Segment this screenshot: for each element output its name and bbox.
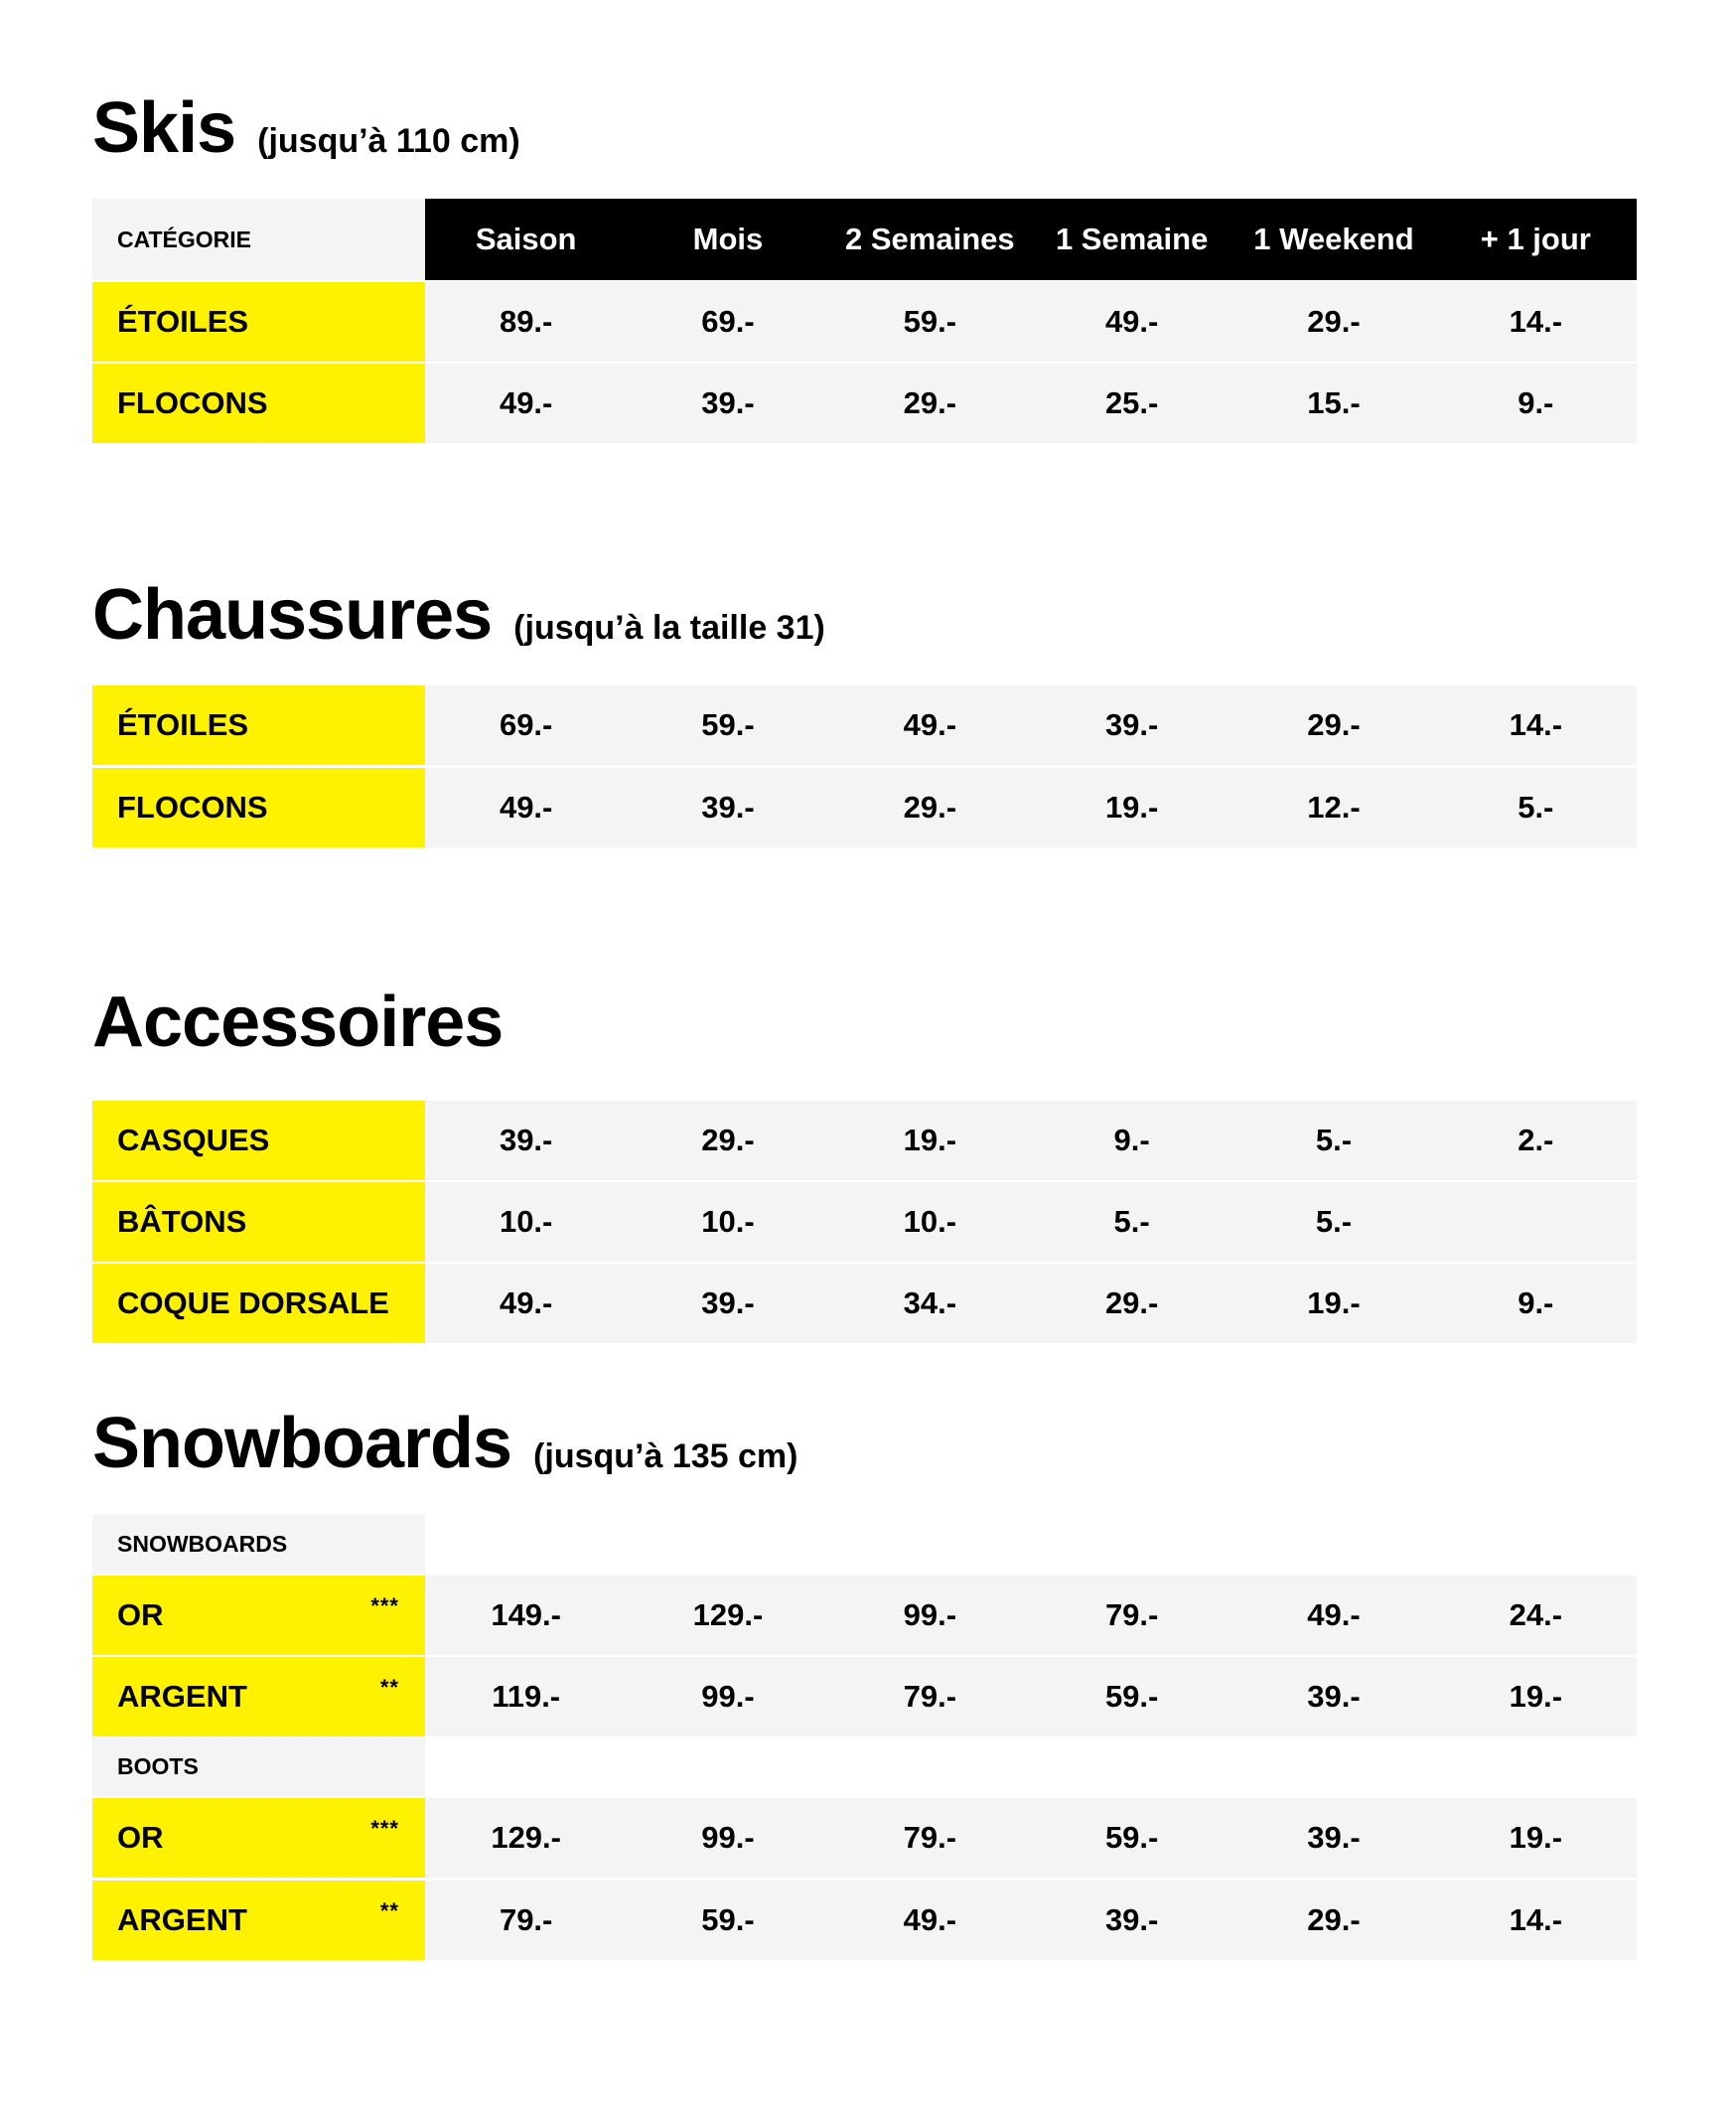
price-cell xyxy=(1435,1182,1637,1262)
skis-header-row xyxy=(92,199,1637,280)
price-cell: 19.- xyxy=(1104,790,1159,825)
price-cell: 49.- xyxy=(1104,304,1159,339)
row-label: ÉTOILES xyxy=(92,282,425,362)
table-row xyxy=(92,768,1637,847)
star-rating: ** xyxy=(379,1675,399,1700)
price-cell: 9.- xyxy=(1518,385,1554,420)
price-cell: 129.- xyxy=(491,1820,561,1855)
price-cell: 49.- xyxy=(1307,1597,1361,1632)
table-row xyxy=(92,1798,1637,1878)
column-header: 1 Weekend xyxy=(1253,222,1414,256)
star-rating: *** xyxy=(370,1816,399,1841)
category-label: CATÉGORIE xyxy=(92,199,425,280)
price-cell: 5.- xyxy=(1315,1123,1353,1157)
price-cell: 10.- xyxy=(903,1204,957,1239)
price-cell: 24.- xyxy=(1509,1597,1563,1632)
chaussures-title: Chaussures (jusqu’à la taille 31) xyxy=(92,575,825,655)
row-label: BÂTONS xyxy=(92,1182,425,1262)
table-row xyxy=(92,1657,1637,1736)
boots-subheading: BOOTS xyxy=(92,1736,425,1796)
price-cell: 29.- xyxy=(1307,707,1361,742)
table-row xyxy=(92,685,1637,765)
price-cell: 69.- xyxy=(701,304,755,339)
table-row xyxy=(92,1182,1637,1262)
accessoires-title: Accessoires xyxy=(92,982,504,1062)
price-cell: 39.- xyxy=(701,790,755,825)
price-cell: 14.- xyxy=(1509,1902,1563,1937)
column-header: + 1 jour xyxy=(1480,222,1591,256)
table-row xyxy=(92,1881,1637,1960)
price-cell: 29.- xyxy=(1307,304,1361,339)
price-cell: 34.- xyxy=(903,1285,957,1320)
column-header: Saison xyxy=(475,222,577,256)
price-cell: 2.- xyxy=(1518,1123,1554,1157)
price-cell: 19.- xyxy=(903,1123,957,1157)
price-cell: 79.- xyxy=(1104,1597,1159,1632)
price-cell: 39.- xyxy=(1307,1820,1361,1855)
price-cell: 29.- xyxy=(1307,1902,1361,1937)
price-cell: 29.- xyxy=(903,385,957,420)
price-cell: 79.- xyxy=(499,1902,553,1937)
price-cell: 5.- xyxy=(1518,790,1554,825)
column-header: 2 Semaines xyxy=(845,222,1015,256)
row-label: CASQUES xyxy=(92,1101,425,1180)
price-cell: 29.- xyxy=(701,1123,755,1157)
row-label: ARGENT ** xyxy=(92,1881,425,1960)
star-rating: *** xyxy=(370,1593,399,1618)
star-rating: ** xyxy=(379,1898,399,1923)
price-cell: 59.- xyxy=(701,1902,755,1937)
price-cell: 15.- xyxy=(1307,385,1361,420)
price-cell: 59.- xyxy=(701,707,755,742)
price-cell: 9.- xyxy=(1113,1123,1150,1157)
table-row xyxy=(92,1576,1637,1655)
price-cell: 49.- xyxy=(499,385,553,420)
price-cell: 79.- xyxy=(903,1820,957,1855)
snowboards-title: Snowboards (jusqu’à 135 cm) xyxy=(92,1404,798,1483)
price-cell: 19.- xyxy=(1307,1285,1361,1320)
price-cell: 29.- xyxy=(1104,1285,1159,1320)
table-row xyxy=(92,282,1637,362)
price-cell: 129.- xyxy=(692,1597,764,1632)
price-cell: 39.- xyxy=(1104,1902,1159,1937)
column-header: Mois xyxy=(692,222,764,256)
skis-title: Skis (jusqu’à 110 cm) xyxy=(92,88,520,168)
price-cell: 39.- xyxy=(701,1285,755,1320)
price-cell: 99.- xyxy=(903,1597,957,1632)
table-row xyxy=(92,1101,1637,1180)
price-cell: 39.- xyxy=(701,385,755,420)
price-cell: 89.- xyxy=(499,304,553,339)
price-cell: 19.- xyxy=(1509,1820,1563,1855)
row-label: OR *** xyxy=(92,1798,425,1878)
row-label: ARGENT ** xyxy=(92,1657,425,1736)
price-cell: 39.- xyxy=(1104,707,1159,742)
price-cell: 99.- xyxy=(701,1820,755,1855)
row-label: FLOCONS xyxy=(92,364,425,443)
price-cell: 149.- xyxy=(491,1597,561,1632)
row-label: FLOCONS xyxy=(92,768,425,847)
row-label: COQUE DORSALE xyxy=(92,1264,425,1343)
price-cell: 39.- xyxy=(499,1123,553,1157)
price-cell: 99.- xyxy=(701,1679,755,1714)
price-cell: 5.- xyxy=(1315,1204,1353,1239)
price-cell: 29.- xyxy=(903,790,957,825)
price-cell: 10.- xyxy=(701,1204,755,1239)
price-cell: 59.- xyxy=(1104,1679,1159,1714)
row-label: ÉTOILES xyxy=(92,685,425,765)
price-cell: 14.- xyxy=(1509,707,1563,742)
price-cell: 12.- xyxy=(1307,790,1361,825)
price-cell: 59.- xyxy=(1104,1820,1159,1855)
price-cell: 9.- xyxy=(1518,1285,1554,1320)
price-cell: 10.- xyxy=(499,1204,553,1239)
price-cell: 5.- xyxy=(1113,1204,1150,1239)
table-row xyxy=(92,364,1637,443)
column-header: 1 Semaine xyxy=(1055,222,1209,256)
price-cell: 39.- xyxy=(1307,1679,1361,1714)
price-cell: 49.- xyxy=(903,707,957,742)
table-row xyxy=(92,1264,1637,1343)
price-cell: 59.- xyxy=(903,304,957,339)
price-cell: 79.- xyxy=(903,1679,957,1714)
price-cell: 69.- xyxy=(499,707,553,742)
price-cell: 49.- xyxy=(499,1285,553,1320)
price-cell: 19.- xyxy=(1509,1679,1563,1714)
price-cell: 49.- xyxy=(903,1902,957,1937)
price-cell: 25.- xyxy=(1104,385,1159,420)
price-cell: 14.- xyxy=(1509,304,1563,339)
snowboards-subheading: SNOWBOARDS xyxy=(92,1514,425,1574)
price-cell: 119.- xyxy=(492,1679,561,1714)
price-cell: 49.- xyxy=(499,790,553,825)
row-label: OR *** xyxy=(92,1576,425,1655)
